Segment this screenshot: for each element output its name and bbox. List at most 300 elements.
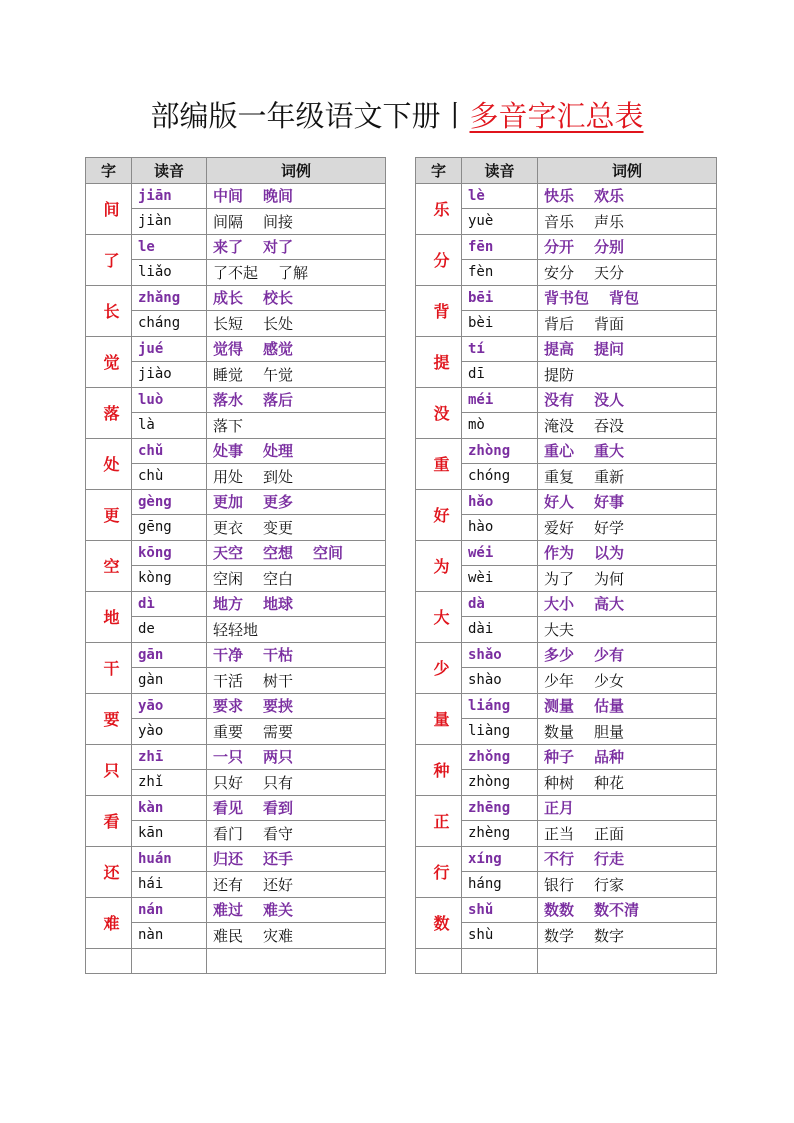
example-word: 要求: [213, 697, 244, 716]
example-word: 需要: [263, 722, 294, 741]
pinyin-reading: chóng: [462, 464, 538, 490]
empty-cell: [86, 948, 132, 974]
pinyin-reading: cháng: [132, 311, 207, 337]
example-words: [538, 923, 717, 949]
example-words: [538, 515, 717, 541]
polyphone-char: 没: [416, 387, 462, 438]
table-row: [416, 362, 717, 388]
example-word: 午觉: [263, 365, 294, 384]
example-words: [538, 846, 717, 872]
example-words: [207, 413, 386, 439]
example-word: 淹没: [544, 416, 575, 435]
example-words: [207, 183, 386, 209]
example-words: [207, 770, 386, 796]
example-word: 还手: [263, 850, 294, 869]
table-row: [416, 464, 717, 490]
example-word: 背包: [609, 289, 640, 308]
example-word: 睡觉: [213, 365, 244, 384]
pinyin-reading: kòng: [132, 566, 207, 592]
table-row: [416, 642, 717, 668]
table-row: [416, 872, 717, 898]
header-examples: 词例: [207, 158, 386, 184]
polyphone-char: 间: [86, 183, 132, 234]
example-word: 成长: [213, 289, 244, 308]
example-word: 干枯: [263, 646, 294, 665]
pinyin-reading: shào: [462, 668, 538, 694]
table-row: [416, 846, 717, 872]
example-words: [538, 260, 717, 286]
polyphone-char: 背: [416, 285, 462, 336]
example-word: 作为: [544, 544, 575, 563]
example-word: 长短: [213, 314, 244, 333]
example-word: 重新: [594, 467, 625, 486]
example-word: 正当: [544, 824, 575, 843]
table-row: [416, 183, 717, 209]
example-word: 多少: [544, 646, 575, 665]
example-word: 大小: [544, 595, 575, 614]
example-words: [538, 183, 717, 209]
polyphone-char: 处: [86, 438, 132, 489]
pinyin-reading: wéi: [462, 540, 538, 566]
example-words: [207, 642, 386, 668]
table-row: [86, 693, 386, 719]
example-words: [207, 744, 386, 770]
left-table-body: [86, 183, 386, 974]
example-words: [538, 591, 717, 617]
example-words: [207, 668, 386, 694]
header-examples: 词例: [538, 158, 717, 184]
example-words: [538, 617, 717, 643]
pinyin-reading: mò: [462, 413, 538, 439]
example-word: 变更: [263, 518, 294, 537]
pinyin-reading: fēn: [462, 234, 538, 260]
table-row: [86, 795, 386, 821]
example-word: 快乐: [544, 187, 575, 206]
example-word: 干活: [213, 671, 244, 690]
example-words: [207, 285, 386, 311]
example-words: [207, 336, 386, 362]
pinyin-reading: kōng: [132, 540, 207, 566]
pinyin-reading: lè: [462, 183, 538, 209]
example-word: 种树: [544, 773, 575, 792]
polyphone-char: 只: [86, 744, 132, 795]
pinyin-reading: shǎo: [462, 642, 538, 668]
example-words: [207, 387, 386, 413]
example-words: [207, 362, 386, 388]
header-row: [416, 158, 717, 184]
table-row: [416, 387, 717, 413]
example-word: 分开: [544, 238, 575, 257]
table-row: [86, 336, 386, 362]
empty-row: [416, 948, 717, 974]
example-word: 地方: [213, 595, 244, 614]
example-word: 处理: [263, 442, 294, 461]
example-word: 灾难: [263, 926, 294, 945]
example-words: [538, 438, 717, 464]
pinyin-reading: kān: [132, 821, 207, 847]
polyphone-char: 乐: [416, 183, 462, 234]
example-word: 校长: [263, 289, 294, 308]
example-words: [538, 489, 717, 515]
pinyin-reading: yào: [132, 719, 207, 745]
example-words: [538, 872, 717, 898]
pinyin-reading: zhǎng: [132, 285, 207, 311]
table-row: [416, 566, 717, 592]
table-row: [416, 770, 717, 796]
pinyin-reading: kàn: [132, 795, 207, 821]
example-word: 要挟: [263, 697, 294, 716]
pinyin-reading: zhēng: [462, 795, 538, 821]
example-word: 好人: [544, 493, 575, 512]
example-words: [207, 897, 386, 923]
pinyin-reading: tí: [462, 336, 538, 362]
example-words: [538, 744, 717, 770]
example-words: [538, 668, 717, 694]
table-row: [416, 719, 717, 745]
pinyin-reading: hái: [132, 872, 207, 898]
example-word: 难关: [263, 901, 294, 920]
example-words: [207, 234, 386, 260]
example-word: 胆量: [594, 722, 625, 741]
table-row: [416, 744, 717, 770]
pinyin-reading: jiào: [132, 362, 207, 388]
polyphone-char: 干: [86, 642, 132, 693]
example-word: 了解: [278, 263, 309, 282]
example-word: 间隔: [213, 212, 244, 231]
example-word: 看门: [213, 824, 244, 843]
table-row: [416, 336, 717, 362]
example-word: 还好: [263, 875, 294, 894]
example-word: 好事: [594, 493, 625, 512]
example-word: 长处: [263, 314, 294, 333]
pinyin-reading: gēng: [132, 515, 207, 541]
pinyin-reading: nàn: [132, 923, 207, 949]
polyphone-char: 大: [416, 591, 462, 642]
table-row: [416, 413, 717, 439]
pinyin-reading: zhòng: [462, 770, 538, 796]
header-char: 字: [86, 158, 132, 184]
table-row: [86, 744, 386, 770]
right-table-body: [416, 183, 717, 974]
example-word: 树干: [263, 671, 294, 690]
empty-row: [86, 948, 386, 974]
right-table: [415, 157, 717, 974]
table-row: [416, 668, 717, 694]
polyphone-char: 还: [86, 846, 132, 897]
example-word: 行走: [594, 850, 625, 869]
example-words: [538, 770, 717, 796]
example-words: [538, 209, 717, 235]
table-row: [86, 183, 386, 209]
example-words: [207, 923, 386, 949]
example-words: [538, 464, 717, 490]
polyphone-char: 落: [86, 387, 132, 438]
table-row: [416, 897, 717, 923]
example-word: 只有: [263, 773, 294, 792]
header-reading: 读音: [132, 158, 207, 184]
header-char: 字: [416, 158, 462, 184]
left-table: [85, 157, 386, 974]
example-word: 轻轻地: [213, 620, 259, 639]
example-word: 了不起: [213, 263, 259, 282]
example-word: 测量: [544, 697, 575, 716]
pinyin-reading: shù: [462, 923, 538, 949]
table-row: [86, 642, 386, 668]
example-word: 正面: [594, 824, 625, 843]
polyphone-char: 数: [416, 897, 462, 948]
example-word: 分别: [594, 238, 625, 257]
example-words: [207, 260, 386, 286]
example-word: 提高: [544, 340, 575, 359]
example-word: 天空: [213, 544, 244, 563]
table-row: [86, 489, 386, 515]
polyphone-char: 少: [416, 642, 462, 693]
example-word: 数数: [544, 901, 575, 920]
polyphone-char: 更: [86, 489, 132, 540]
pinyin-reading: zhèng: [462, 821, 538, 847]
pinyin-reading: chǔ: [132, 438, 207, 464]
pinyin-reading: dài: [462, 617, 538, 643]
example-word: 没人: [594, 391, 625, 410]
example-words: [207, 872, 386, 898]
example-word: 天分: [594, 263, 625, 282]
example-words: [538, 311, 717, 337]
pinyin-reading: háng: [462, 872, 538, 898]
pinyin-reading: zhǒng: [462, 744, 538, 770]
example-word: 地球: [263, 595, 294, 614]
pinyin-reading: gàn: [132, 668, 207, 694]
table-row: [416, 515, 717, 541]
example-word: 空想: [263, 544, 294, 563]
pinyin-reading: liǎo: [132, 260, 207, 286]
polyphone-char: 行: [416, 846, 462, 897]
pinyin-reading: gèng: [132, 489, 207, 515]
polyphone-char: 量: [416, 693, 462, 744]
example-words: [538, 642, 717, 668]
empty-cell: [416, 948, 462, 974]
example-word: 用处: [213, 467, 244, 486]
pinyin-reading: jué: [132, 336, 207, 362]
table-row: [416, 209, 717, 235]
pinyin-reading: dì: [132, 591, 207, 617]
example-words: [538, 362, 717, 388]
table-row: [86, 540, 386, 566]
example-words: [538, 897, 717, 923]
pinyin-reading: jiān: [132, 183, 207, 209]
example-word: 爱好: [544, 518, 575, 537]
polyphone-char: 提: [416, 336, 462, 387]
pinyin-reading: là: [132, 413, 207, 439]
polyphone-char: 觉: [86, 336, 132, 387]
example-word: 对了: [263, 238, 294, 257]
example-words: [207, 540, 386, 566]
example-word: 落后: [263, 391, 294, 410]
example-word: 处事: [213, 442, 244, 461]
example-word: 种花: [594, 773, 625, 792]
pinyin-reading: luò: [132, 387, 207, 413]
example-word: 正月: [544, 799, 575, 818]
pinyin-reading: de: [132, 617, 207, 643]
example-word: 落下: [213, 416, 244, 435]
example-word: 声乐: [594, 212, 625, 231]
title-highlight: 多音字汇总表: [469, 99, 644, 133]
example-word: 没有: [544, 391, 575, 410]
table-row: [416, 617, 717, 643]
empty-cell: [538, 948, 717, 974]
example-word: 安分: [544, 263, 575, 282]
example-word: 数学: [544, 926, 575, 945]
pinyin-reading: liàng: [462, 719, 538, 745]
pinyin-reading: hǎo: [462, 489, 538, 515]
example-words: [207, 515, 386, 541]
example-word: 落水: [213, 391, 244, 410]
pinyin-reading: zhī: [132, 744, 207, 770]
example-word: 更多: [263, 493, 294, 512]
pinyin-reading: bèi: [462, 311, 538, 337]
header-row: [86, 158, 386, 184]
example-words: [207, 591, 386, 617]
table-row: [86, 438, 386, 464]
example-words: [538, 285, 717, 311]
polyphone-char: 分: [416, 234, 462, 285]
pinyin-reading: yuè: [462, 209, 538, 235]
example-word: 重要: [213, 722, 244, 741]
example-words: [207, 617, 386, 643]
example-word: 中间: [213, 187, 244, 206]
pinyin-reading: le: [132, 234, 207, 260]
example-word: 以为: [594, 544, 625, 563]
example-words: [207, 209, 386, 235]
table-row: [416, 591, 717, 617]
polyphone-char: 正: [416, 795, 462, 846]
example-word: 银行: [544, 875, 575, 894]
example-words: [538, 693, 717, 719]
polyphone-char: 长: [86, 285, 132, 336]
example-word: 晚间: [263, 187, 294, 206]
pinyin-reading: fèn: [462, 260, 538, 286]
pinyin-reading: xíng: [462, 846, 538, 872]
example-words: [207, 464, 386, 490]
table-row: [86, 897, 386, 923]
table-row: [416, 540, 717, 566]
example-word: 干净: [213, 646, 244, 665]
example-word: 少有: [594, 646, 625, 665]
example-word: 为何: [594, 569, 625, 588]
pinyin-reading: yāo: [132, 693, 207, 719]
example-word: 少女: [594, 671, 625, 690]
example-word: 来了: [213, 238, 244, 257]
table-row: [86, 234, 386, 260]
example-word: 重心: [544, 442, 575, 461]
pinyin-reading: dī: [462, 362, 538, 388]
pinyin-reading: dà: [462, 591, 538, 617]
empty-cell: [207, 948, 386, 974]
example-word: 两只: [263, 748, 294, 767]
pinyin-reading: jiàn: [132, 209, 207, 235]
example-word: 大夫: [544, 620, 575, 639]
polyphone-char: 看: [86, 795, 132, 846]
example-word: 背书包: [544, 289, 590, 308]
example-word: 种子: [544, 748, 575, 767]
pinyin-reading: shǔ: [462, 897, 538, 923]
page-title: [0, 96, 794, 136]
example-words: [207, 489, 386, 515]
example-word: 提问: [594, 340, 625, 359]
example-word: 难民: [213, 926, 244, 945]
table-row: [416, 260, 717, 286]
table-row: [86, 846, 386, 872]
example-word: 少年: [544, 671, 575, 690]
example-words: [538, 234, 717, 260]
example-word: 感觉: [263, 340, 294, 359]
example-word: 数不清: [594, 901, 640, 920]
polyphone-char: 重: [416, 438, 462, 489]
example-word: 觉得: [213, 340, 244, 359]
pinyin-reading: zhǐ: [132, 770, 207, 796]
pinyin-reading: huán: [132, 846, 207, 872]
example-word: 欢乐: [594, 187, 625, 206]
table-row: [86, 285, 386, 311]
pinyin-reading: gān: [132, 642, 207, 668]
example-word: 不行: [544, 850, 575, 869]
example-words: [538, 336, 717, 362]
title-main: 部编版一年级语文下册丨: [150, 99, 470, 133]
table-row: [416, 923, 717, 949]
example-word: 归还: [213, 850, 244, 869]
polyphone-char: 难: [86, 897, 132, 948]
table-row: [416, 438, 717, 464]
table-row: [416, 693, 717, 719]
table-row: [416, 821, 717, 847]
example-word: 只好: [213, 773, 244, 792]
example-words: [538, 719, 717, 745]
example-words: [538, 795, 717, 821]
table-row: [416, 489, 717, 515]
example-word: 空闲: [213, 569, 244, 588]
example-word: 空间: [313, 544, 344, 563]
header-reading: 读音: [462, 158, 538, 184]
polyphone-char: 要: [86, 693, 132, 744]
example-word: 品种: [594, 748, 625, 767]
polyphone-char: 空: [86, 540, 132, 591]
example-word: 更衣: [213, 518, 244, 537]
example-word: 到处: [263, 467, 294, 486]
example-words: [538, 821, 717, 847]
example-word: 估量: [594, 697, 625, 716]
table-row: [416, 234, 717, 260]
example-words: [538, 566, 717, 592]
pinyin-reading: nán: [132, 897, 207, 923]
example-word: 还有: [213, 875, 244, 894]
example-word: 背后: [544, 314, 575, 333]
example-words: [207, 566, 386, 592]
example-words: [538, 413, 717, 439]
example-word: 数量: [544, 722, 575, 741]
table-row: [86, 387, 386, 413]
example-word: 更加: [213, 493, 244, 512]
example-words: [207, 795, 386, 821]
example-word: 重大: [594, 442, 625, 461]
polyphone-char: 了: [86, 234, 132, 285]
example-word: 难过: [213, 901, 244, 920]
polyphone-char: 地: [86, 591, 132, 642]
example-word: 间接: [263, 212, 294, 231]
pinyin-reading: zhòng: [462, 438, 538, 464]
table-row: [416, 285, 717, 311]
table-row: [86, 591, 386, 617]
empty-cell: [132, 948, 207, 974]
pinyin-reading: bēi: [462, 285, 538, 311]
